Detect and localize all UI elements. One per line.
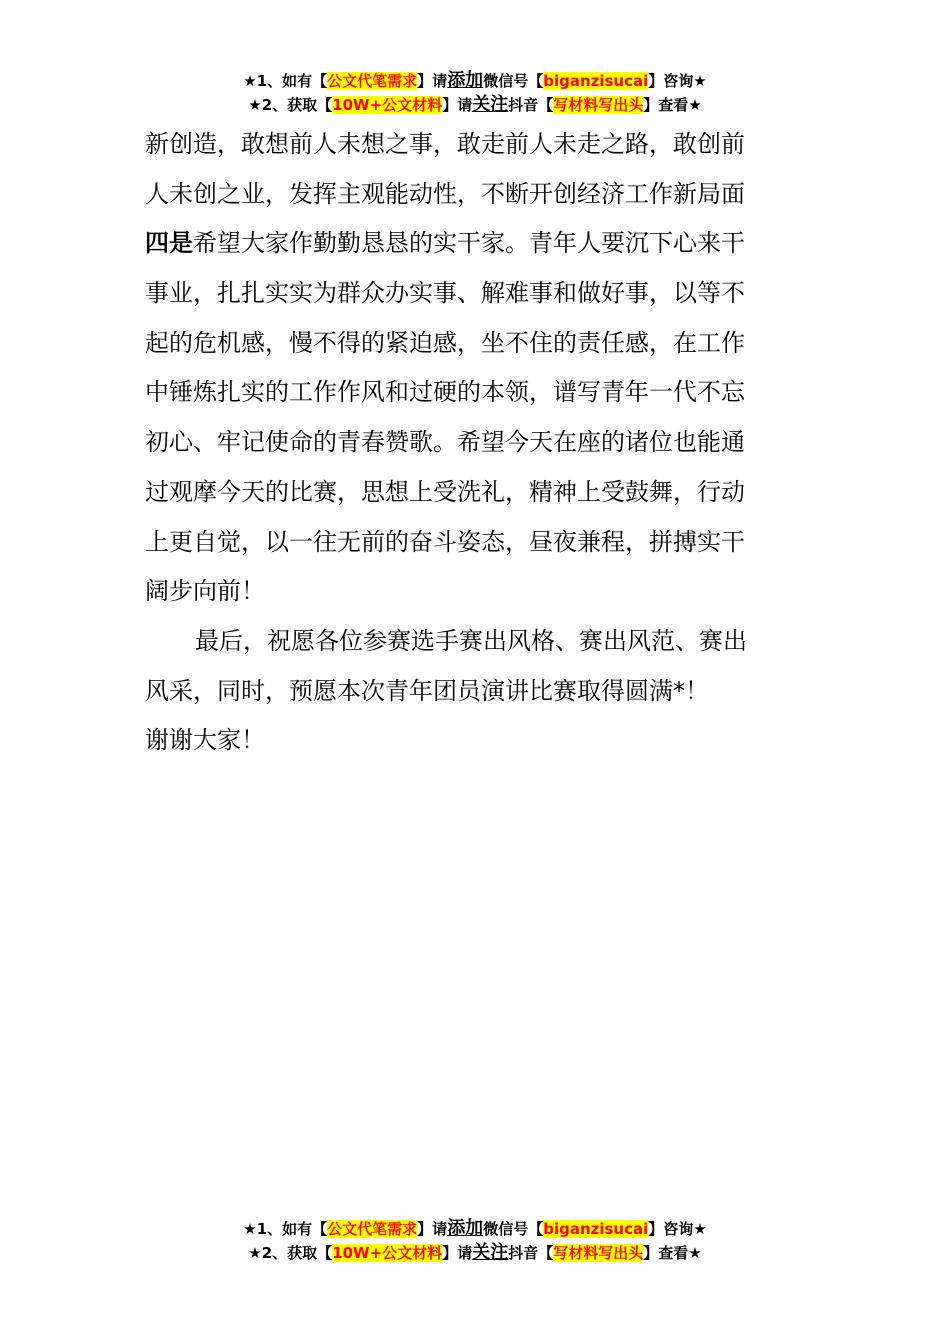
banner-text: 】请	[417, 72, 448, 90]
banner-text: ★1、如有【	[243, 72, 328, 90]
bold-lead: 四是	[145, 229, 193, 258]
banner-text: 】查看★	[643, 96, 702, 114]
closing-line: 最后，祝愿各位参赛选手赛出风格、赛出风范、赛出	[195, 626, 747, 655]
highlight-text: 10W+公文材料	[332, 1244, 443, 1262]
underlined-text: 关注	[472, 1242, 509, 1263]
banner-text: ★2、获取【	[248, 96, 333, 114]
body-line: 初心、牢记使命的青春赞歌。希望今天在座的诸位也能通	[145, 428, 745, 457]
banner-text: 】咨询★	[648, 1220, 707, 1238]
header-banner	[0, 69, 950, 117]
banner-text: 微信号【	[483, 72, 544, 90]
douyin-id: 写材料写出头	[553, 96, 644, 114]
body-line: 起的危机感，慢不得的紧迫感，坐不住的责任感，在工作	[145, 328, 745, 357]
banner-line-2	[0, 93, 950, 117]
highlight-text: 公文代笔需求	[327, 1220, 418, 1238]
body-line: 上更自觉，以一往无前的奋斗姿态，昼夜兼程，拼搏实干	[145, 527, 745, 556]
banner-text: ★1、如有【	[243, 1220, 328, 1238]
banner-text: 】请	[417, 1220, 448, 1238]
banner-text: ★2、获取【	[248, 1244, 333, 1262]
footer-banner	[0, 1217, 950, 1265]
wechat-id: biganzisucai	[543, 1220, 649, 1238]
body-text: 希望大家作勤勤恳恳的实干家。青年人要沉下心来干	[193, 229, 745, 258]
body-line: 新创造，敢想前人未想之事，敢走前人未走之路，敢创前	[145, 130, 745, 158]
banner-text: 】请	[442, 1244, 473, 1262]
body-line: 过观摩今天的比赛，思想上受洗礼，精神上受鼓舞，行动	[145, 477, 745, 506]
highlight-text: 10W+公文材料	[332, 96, 443, 114]
banner-line-1	[0, 1217, 950, 1241]
banner-line-1	[0, 69, 950, 93]
banner-text: 抖音【	[508, 96, 554, 114]
underlined-text: 添加	[447, 1218, 484, 1239]
body-line: 人未创之业，发挥主观能动性，不断开创经济工作新局面	[145, 179, 745, 208]
body-line: 事业，扎扎实实为群众办实事、解难事和做好事，以等不	[145, 279, 745, 308]
body-line: 阔步向前！	[145, 577, 265, 606]
underlined-text: 添加	[447, 70, 484, 91]
banner-text: 微信号【	[483, 1220, 544, 1238]
highlight-text: 公文代笔需求	[327, 72, 418, 90]
underlined-text: 关注	[472, 94, 509, 115]
wechat-id: biganzisucai	[543, 72, 649, 90]
banner-text: 】请	[442, 96, 473, 114]
banner-text: 】查看★	[643, 1244, 702, 1262]
body-line	[145, 219, 807, 269]
banner-text: 抖音【	[508, 1244, 554, 1262]
banner-text: 】咨询★	[648, 72, 707, 90]
douyin-id: 写材料写出头	[553, 1244, 644, 1262]
document-body	[145, 120, 807, 766]
body-line: 中锤炼扎实的工作作风和过硬的本领，谱写青年一代不忘	[145, 378, 745, 407]
thanks-line: 谢谢大家！	[145, 726, 265, 755]
closing-line: 风采，同时，预愿本次青年团员演讲比赛取得圆满*！	[145, 676, 709, 705]
banner-line-2	[0, 1241, 950, 1265]
